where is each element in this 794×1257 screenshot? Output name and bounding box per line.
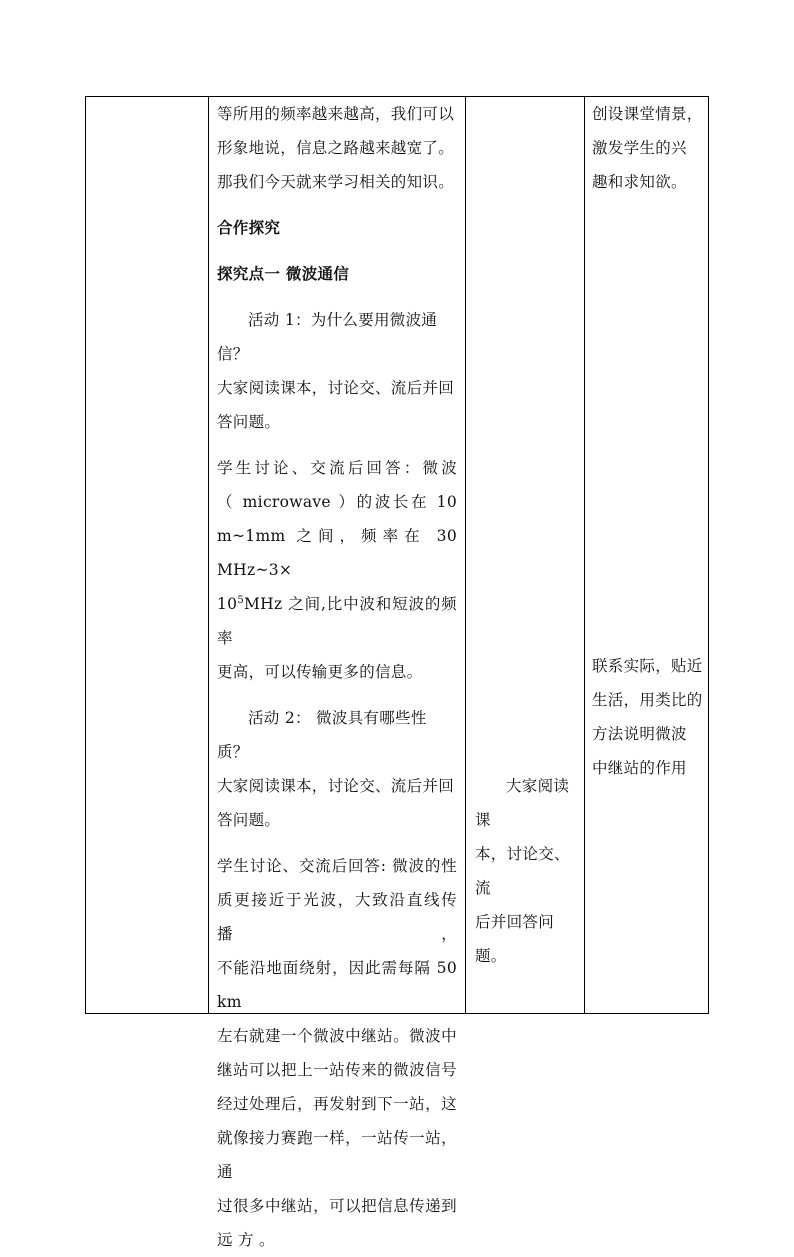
answer2-line: 质更接近于光波，大致沿直线传播，	[217, 891, 457, 943]
design-intent-line: 趣和求知欲。	[592, 173, 687, 191]
intro-line: 那我们今天就来学习相关的知识。	[217, 173, 455, 191]
activity1-line: 大家阅读课本，讨论交、流后并回	[217, 379, 455, 397]
activity1-line: 活动 1：为什么要用微波通信？	[217, 311, 438, 363]
design-intent-line: 创设课堂情景，	[592, 105, 703, 123]
answer1-line: （ microwave ）的波长在 10	[217, 493, 457, 511]
design-intent-cell	[584, 97, 710, 1013]
student-activity-line: 大家阅读课	[475, 777, 570, 829]
intro-line: 形象地说，信息之路越来越宽了。	[217, 139, 455, 157]
answer2-line: 学生讨论、交流后回答: 微波的性	[217, 857, 457, 875]
answer1-line: 学生讨论、交流后回答：微波	[217, 459, 457, 477]
answer2-line: 不能沿地面绕射，因此需每隔 50 km	[217, 959, 457, 1011]
answer2-line: 远 方 。	[217, 1231, 275, 1249]
design-intent-line: 方法说明微波	[592, 725, 687, 743]
activity2-line: 大家阅读课本，讨论交、流后并回	[217, 777, 455, 795]
answer2-line: 经过处理后，再发射到下一站，这	[217, 1095, 457, 1113]
student-activity-line: 本，讨论交、流	[475, 845, 570, 897]
activity1-line: 答问题。	[217, 413, 281, 431]
design-intent-line: 生活，用类比的	[592, 691, 703, 709]
answer2-line: 继站可以把上一站传来的微波信号	[217, 1061, 457, 1079]
student-activity-cell	[465, 97, 584, 1013]
answer2-line: 就像接力赛跑一样，一站传一站，通	[217, 1129, 457, 1181]
design-intent-line: 中继站的作用	[592, 759, 687, 777]
teaching-content-cell	[208, 97, 465, 1249]
activity2-line: 活动 2： 微波具有哪些性质？	[217, 709, 427, 761]
answer2-line: 左右就建一个微波中继站。微波中	[217, 1027, 457, 1045]
intro-line: 等所用的频率越来越高，我们可以	[217, 105, 455, 123]
heading-cooperate: 合作探究	[217, 218, 281, 237]
design-intent-line: 联系实际，贴近	[592, 657, 703, 675]
answer1-line: m~1mm 之间，频率在 30 MHz~3×	[217, 527, 457, 579]
lesson-table	[85, 96, 709, 1249]
student-activity-line: 后并回答问题。	[475, 913, 555, 965]
heading-point1: 探究点一 微波通信	[217, 264, 350, 283]
activity2-line: 答问题。	[217, 811, 281, 829]
answer2-line: 过很多中继站，可以把信息传递到	[217, 1197, 457, 1215]
answer1-line: $10^5MHz$ 之间,比中波和短波的频率	[217, 594, 457, 647]
answer1-line: 更高，可以传输更多的信息。	[217, 663, 423, 681]
design-intent-line: 激发学生的兴	[592, 139, 687, 157]
